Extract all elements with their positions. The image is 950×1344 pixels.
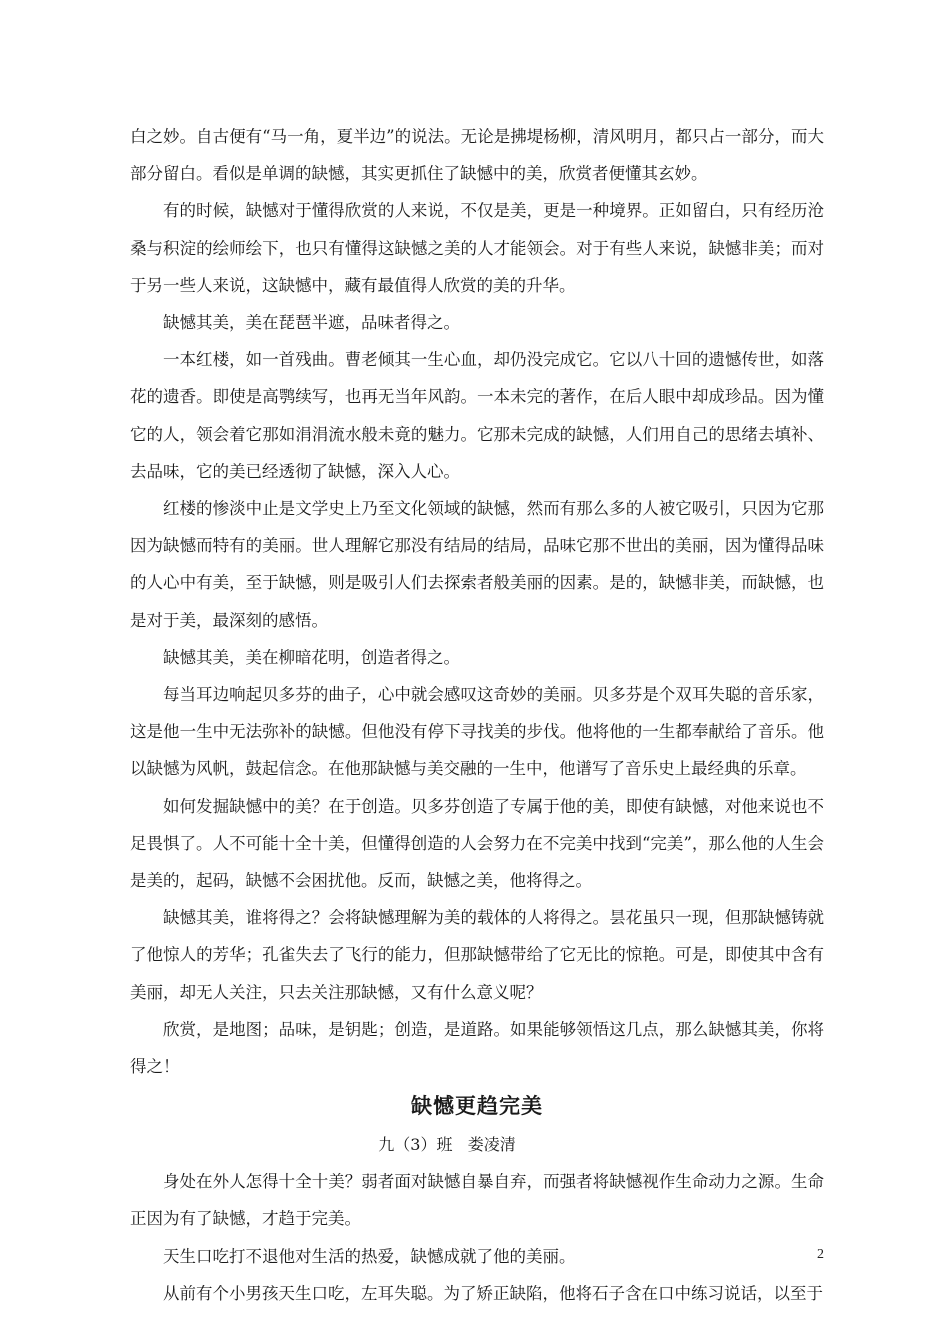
paragraph-6: 缺憾其美，美在柳暗花明，创造者得之。 — [163, 647, 460, 667]
paragraph-8: 如何发掘缺憾中的美？在于创造。贝多芬创造了专属于他的美，即使有缺憾，对他来说也不足畏惧了。人不可能十全十美，但懂得创造的人会努力在不完美中找到“完美”，那么他的人生会是美的，起码，缺憾不会困扰他。反而，缺憾之美，他将得之。 — [130, 796, 824, 891]
paragraph-4: 一本红楼，如一首残曲。曹老倾其一生心血，却仍没完成它。它以八十回的遗憾传世，如落花的遗香。即使是高鹗续写，也再无当年风韵。一本未完的著作，在后人眼中却成珍品。因为懂它的人，领会着它那如涓涓流水般未竟的魅力。它那未完成的缺憾，人们用自己的思绪去填补、去品味，它的美已经透彻了缺憾，深入人心。 — [130, 350, 824, 481]
essay-title: 缺憾更趋完美 — [411, 1094, 543, 1119]
paragraph-10: 欣赏，是地图；品味，是钥匙；创造，是道路。如果能够领悟这几点，那么缺憾其美，你将得之！ — [130, 1019, 824, 1077]
paragraph-9: 缺憾其美，谁将得之？会将缺憾理解为美的载体的人将得之。昙花虽只一现，但那缺憾铸就了他惊人的芳华；孔雀失去了飞行的能力，但那缺憾带给了它无比的惊艳。可是，即使其中含有美丽，却无人关注，只去关注那缺憾，又有什么意义呢？ — [130, 908, 824, 1002]
paragraph-12: 天生口吃打不退他对生活的热爱，缺憾成就了他的美丽。 — [163, 1246, 576, 1266]
paragraph-2: 有的时候，缺憾对于懂得欣赏的人来说，不仅是美，更是一种境界。正如留白，只有经历沧桑与积淀的绘师绘下，也只有懂得这缺憾之美的人才能领会。对于有些人来说，缺憾非美；而对于另一些人来说，这缺憾中，藏有最值得人欣赏的美的升华。 — [130, 201, 824, 295]
paragraph-13: 从前有个小男孩天生口吃，左耳失聪。为了矫正缺陷，他将石子含在口中练习说话，以至于 — [163, 1283, 823, 1303]
page-number: 2 — [817, 1247, 824, 1262]
paragraph-11: 身处在外人怎得十全十美？弱者面对缺憾自暴自弃，而强者将缺憾视作生命动力之源。生命正因为有了缺憾，才趋于完美。 — [130, 1172, 824, 1229]
paragraph-3: 缺憾其美，美在琵琶半遮，品味者得之。 — [163, 313, 460, 333]
paragraph-7: 每当耳边响起贝多芬的曲子，心中就会感叹这奇妙的美丽。贝多芬是个双耳失聪的音乐家，这是他一生中无法弥补的缺憾。但他没有停下寻找美的步伐。他将他的一生都奉献给了音乐。他以缺憾为风帆，鼓起信念。在他那缺憾与美交融的一生中，他谱写了音乐史上最经典的乐章。 — [130, 685, 824, 779]
paragraph-1: 白之妙。自古便有“马一角，夏半边”的说法。无论是拂堤杨柳，清风明月，都只占一部分，而大部分留白。看似是单调的缺憾，其实更抓住了缺憾中的美，欣赏者便懂其玄妙。 — [130, 127, 824, 184]
page-content — [130, 118, 824, 1312]
essay-byline: 九（3）班 娄凌清 — [378, 1135, 516, 1155]
paragraph-5: 红楼的惨淡中止是文学史上乃至文化领域的缺憾，然而有那么多的人被它吸引，只因为它那因为缺憾而特有的美丽。世人理解它那没有结局的结局，品味它那不世出的美丽，因为懂得品味的人心中有美，至于缺憾，则是吸引人们去探索者般美丽的因素。是的，缺憾非美，而缺憾，也是对于美，最深刻的感悟。 — [130, 499, 824, 630]
